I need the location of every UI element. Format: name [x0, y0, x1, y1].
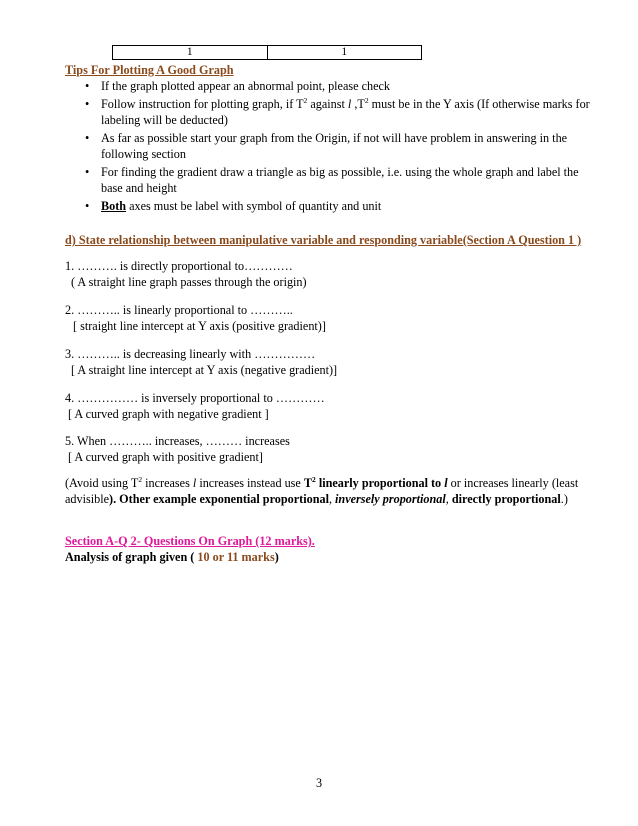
tip-text: Follow instruction for plotting graph, if T	[101, 97, 304, 111]
relationship-text: 3. ……….. is decreasing linearly with ……………	[65, 347, 316, 361]
tip-text: For finding the gradient draw a triangle as big as possible, i.e. using the whole graph and label the base and height	[101, 165, 579, 195]
note-text: (Avoid using T	[65, 476, 139, 490]
tip-bold-word: Both	[101, 199, 127, 213]
section-d-heading: d) State relationship between manipulative variable and responding variable(Section A Question 1 )	[65, 233, 582, 247]
note-text: ,	[445, 492, 452, 506]
note-text: or increases linearly (least advisible	[65, 476, 579, 506]
tip-text: If the graph plotted appear an abnormal point, please check	[101, 79, 390, 93]
relationship-text: 1. ………. is directly proportional to…………	[65, 259, 293, 273]
list-item	[65, 130, 600, 162]
note-text: increases instead use	[196, 476, 304, 490]
tip-text: ,T	[351, 97, 365, 111]
note-bold: T	[303, 476, 313, 490]
list-item	[65, 164, 600, 196]
relationship-5	[65, 433, 605, 465]
relationship-text: 4. …………… is inversely proportional to …………	[65, 391, 325, 405]
list-item	[65, 78, 600, 94]
tips-list	[65, 78, 600, 216]
relationship-2	[65, 302, 605, 334]
superscript: 2	[364, 96, 369, 105]
subheading-text: Analysis of graph given (	[65, 550, 198, 564]
tip-text: against	[307, 97, 348, 111]
note-text: ,	[328, 492, 336, 506]
example-bold: inversely proportional	[335, 492, 446, 506]
table-row	[113, 46, 422, 60]
section-a2-subheading	[65, 549, 605, 565]
relationship-4	[65, 390, 605, 422]
marks-table	[112, 45, 422, 60]
tip-text: must be in the Y axis (If otherwise marks for labeling will be deducted)	[101, 97, 590, 127]
note-bold: linearly proportional to	[315, 476, 445, 490]
relationship-text: 5. When ……….. increases, ……… increases	[65, 434, 290, 448]
symbol-l: l	[347, 97, 352, 111]
example-bold: directly proportional	[451, 492, 561, 506]
marks-text: 10 or 11 marks	[197, 550, 275, 564]
list-item	[65, 198, 600, 214]
relationship-hint: [ A curved graph with negative gradient ]	[68, 407, 269, 421]
table-cell: 1	[267, 46, 422, 60]
note-text: increases	[142, 476, 193, 490]
relationship-hint: ( A straight line graph passes through the origin)	[71, 275, 307, 289]
tips-heading: Tips For Plotting A Good Graph	[65, 63, 234, 77]
bullet-icon: •	[85, 97, 90, 111]
note-text: .)	[560, 492, 568, 506]
page-number: 3	[315, 776, 323, 790]
bullet-icon: •	[85, 79, 90, 93]
note-text: ). Other example	[109, 492, 200, 506]
section-a2-heading: Section A-Q 2- Questions On Graph (12 marks).	[65, 534, 315, 548]
example-bold: exponential proportional	[199, 492, 329, 506]
relationship-text: 2. ……….. is linearly proportional to ………..	[65, 303, 293, 317]
relationship-1	[65, 258, 605, 290]
superscript: 2	[138, 475, 143, 484]
relationship-hint: [ A curved graph with positive gradient]	[68, 450, 263, 464]
symbol-l: l	[192, 476, 197, 490]
symbol-l: l	[444, 476, 448, 490]
superscript: 2	[303, 96, 308, 105]
superscript: 2	[312, 475, 316, 484]
relationship-3	[65, 346, 605, 378]
table-cell: 1	[113, 46, 268, 60]
relationship-hint: [ straight line intercept at Y axis (positive gradient)]	[73, 319, 326, 333]
avoid-note	[65, 475, 600, 507]
tip-text: axes must be label with symbol of quantity and unit	[126, 199, 382, 213]
list-item	[65, 96, 600, 128]
tip-text: As far as possible start your graph from the Origin, if not will have problem in answering in the following section	[101, 131, 568, 161]
bullet-icon: •	[85, 165, 90, 179]
relationship-hint: [ A straight line intercept at Y axis (negative gradient)]	[71, 363, 338, 377]
subheading-text: )	[274, 550, 279, 564]
bullet-icon: •	[85, 199, 90, 213]
bullet-icon: •	[85, 131, 90, 145]
